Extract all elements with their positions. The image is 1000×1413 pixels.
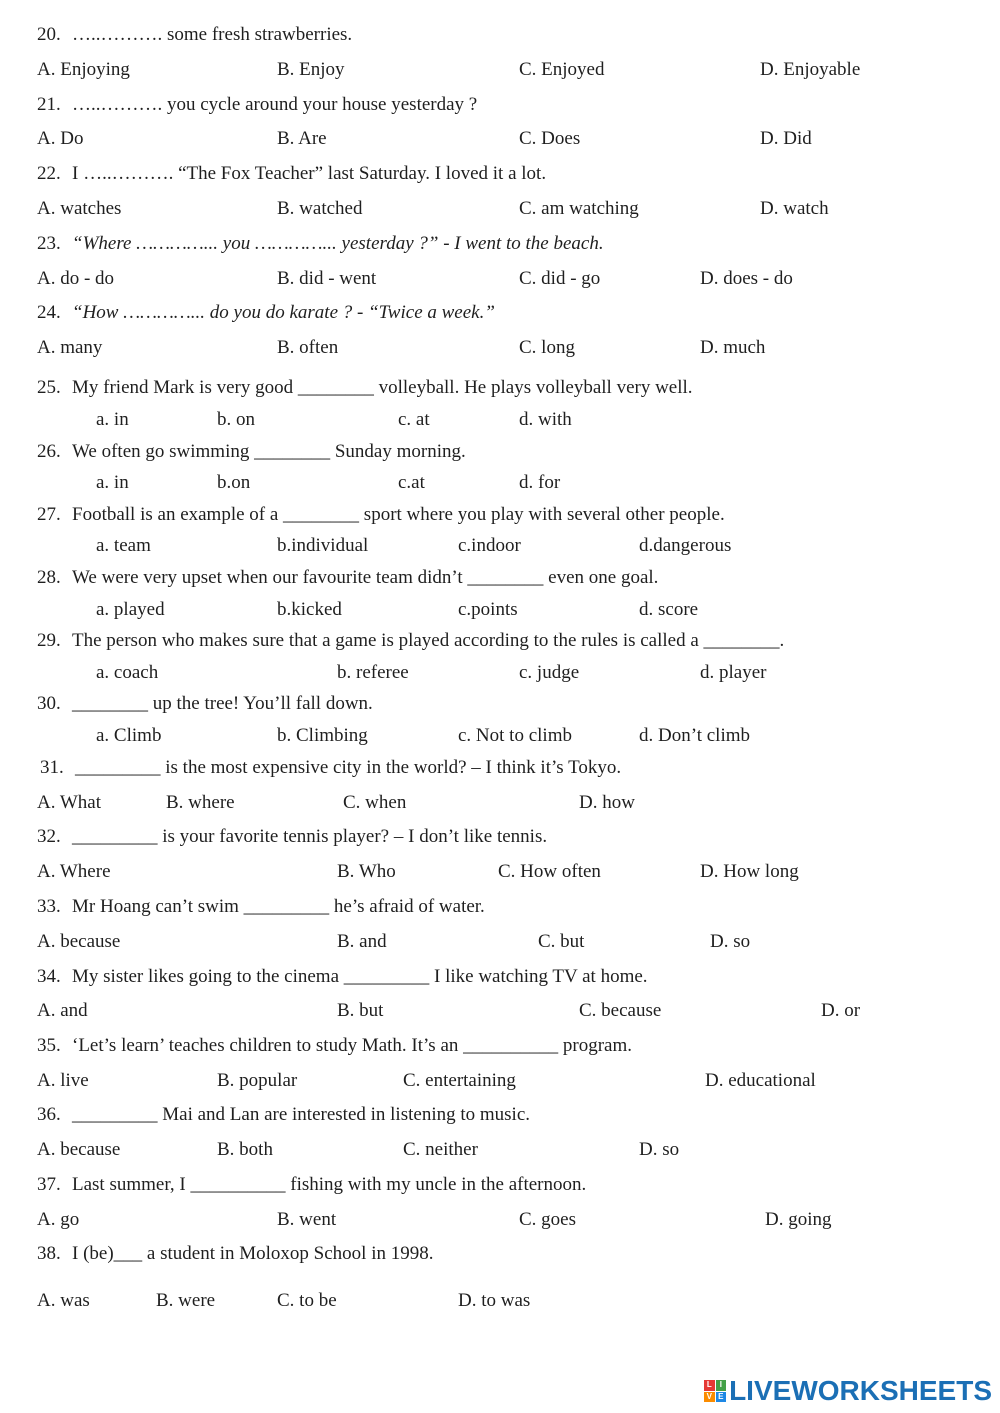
question-number: 38. bbox=[37, 1243, 61, 1264]
question-number: 25. bbox=[37, 377, 61, 398]
question-31 bbox=[0, 755, 1000, 781]
question-number: 22. bbox=[37, 163, 61, 184]
answer-option[interactable]: C. because bbox=[579, 1000, 662, 1021]
answer-option[interactable]: D. so bbox=[639, 1139, 680, 1160]
question-number: 26. bbox=[37, 441, 61, 462]
question-text: The person who makes sure that a game is played according to the rules is called a ________. bbox=[72, 630, 785, 651]
answer-option[interactable]: b. referee bbox=[337, 662, 409, 683]
question-number: 29. bbox=[37, 630, 61, 651]
answer-option[interactable]: C. did - go bbox=[519, 268, 601, 289]
answer-option[interactable]: a. in bbox=[96, 472, 129, 493]
question-text: _________ is your favorite tennis player? – I don’t like tennis. bbox=[72, 826, 548, 847]
answer-option[interactable]: B. Who bbox=[337, 861, 396, 882]
answer-option[interactable]: c.indoor bbox=[458, 535, 521, 556]
answer-option[interactable]: B. where bbox=[166, 792, 235, 813]
answer-option[interactable]: D. or bbox=[821, 1000, 861, 1021]
answer-option[interactable]: d. Don’t climb bbox=[639, 725, 751, 746]
liveworksheets-logo bbox=[704, 1376, 992, 1406]
answer-option[interactable]: B. did - went bbox=[277, 268, 377, 289]
answer-option[interactable]: b. Climbing bbox=[277, 725, 368, 746]
question-20 bbox=[0, 22, 1000, 48]
question-number: 21. bbox=[37, 94, 61, 115]
question-text: _________ is the most expensive city in the world? – I think it’s Tokyo. bbox=[75, 757, 622, 778]
answer-options bbox=[0, 335, 1000, 361]
answer-option[interactable]: d. for bbox=[519, 472, 561, 493]
question-34 bbox=[0, 964, 1000, 990]
answer-option[interactable]: B. were bbox=[156, 1290, 216, 1311]
question-text: Football is an example of a ________ sport where you play with several other people. bbox=[72, 504, 725, 525]
answer-option[interactable]: C. neither bbox=[403, 1139, 478, 1160]
answer-option[interactable]: a. played bbox=[96, 599, 165, 620]
answer-option[interactable]: C. when bbox=[343, 792, 407, 813]
answer-options bbox=[0, 723, 1000, 749]
answer-option[interactable]: C. goes bbox=[519, 1209, 576, 1230]
answer-option[interactable]: d. score bbox=[639, 599, 699, 620]
answer-option[interactable]: A. What bbox=[37, 792, 102, 813]
answer-options bbox=[0, 266, 1000, 292]
question-26 bbox=[0, 439, 1000, 465]
answer-option[interactable]: A. watches bbox=[37, 198, 122, 219]
question-37 bbox=[0, 1172, 1000, 1198]
question-text: “Where …………... you …………... yesterday ?” - I went to the beach. bbox=[72, 233, 604, 254]
answer-option[interactable]: C. to be bbox=[277, 1290, 337, 1311]
answer-option[interactable]: c.at bbox=[398, 472, 425, 493]
question-text: My friend Mark is very good ________ volleyball. He plays volleyball very well. bbox=[72, 377, 693, 398]
answer-option[interactable]: b.individual bbox=[277, 535, 369, 556]
answer-option[interactable]: A. was bbox=[37, 1290, 90, 1311]
question-number: 33. bbox=[37, 896, 61, 917]
answer-option[interactable]: b.kicked bbox=[277, 599, 342, 620]
answer-option[interactable]: a. in bbox=[96, 409, 129, 430]
answer-option[interactable]: A. and bbox=[37, 1000, 88, 1021]
question-text: We were very upset when our favourite team didn’t ________ even one goal. bbox=[72, 567, 659, 588]
answer-options bbox=[0, 533, 1000, 559]
question-23 bbox=[0, 231, 1000, 257]
question-number: 31. bbox=[40, 757, 64, 778]
question-32 bbox=[0, 824, 1000, 850]
answer-option[interactable]: b.on bbox=[217, 472, 251, 493]
answer-options bbox=[0, 998, 1000, 1024]
answer-options bbox=[0, 790, 1000, 816]
answer-option[interactable]: B. Are bbox=[277, 128, 327, 149]
answer-option[interactable]: b. on bbox=[217, 409, 255, 430]
answer-option[interactable]: D. educational bbox=[705, 1070, 816, 1091]
answer-option[interactable]: B. went bbox=[277, 1209, 337, 1230]
question-text: Last summer, I __________ fishing with my uncle in the afternoon. bbox=[72, 1174, 587, 1195]
answer-option[interactable]: B. Enjoy bbox=[277, 59, 345, 80]
answer-option[interactable]: A. Enjoying bbox=[37, 59, 130, 80]
answer-options bbox=[0, 1068, 1000, 1094]
question-number: 32. bbox=[37, 826, 61, 847]
question-33 bbox=[0, 894, 1000, 920]
answer-option[interactable]: d. with bbox=[519, 409, 572, 430]
logo-text: LIVEWORKSHEETS bbox=[729, 1375, 992, 1406]
question-text: …..………. some fresh strawberries. bbox=[72, 24, 353, 45]
answer-options bbox=[0, 597, 1000, 623]
answer-option[interactable]: C. Enjoyed bbox=[519, 59, 605, 80]
question-29 bbox=[0, 628, 1000, 654]
question-text: Mr Hoang can’t swim _________ he’s afraid of water. bbox=[72, 896, 485, 917]
question-text: My sister likes going to the cinema _________ I like watching TV at home. bbox=[72, 966, 648, 987]
answer-option[interactable]: A. Do bbox=[37, 128, 84, 149]
answer-option[interactable]: D. much bbox=[700, 337, 766, 358]
answer-option[interactable]: c.points bbox=[458, 599, 518, 620]
answer-option[interactable]: D. going bbox=[765, 1209, 832, 1230]
answer-option[interactable]: B. both bbox=[217, 1139, 273, 1160]
answer-option[interactable]: c. judge bbox=[519, 662, 580, 683]
question-36 bbox=[0, 1102, 1000, 1128]
question-38 bbox=[0, 1241, 1000, 1267]
question-27 bbox=[0, 502, 1000, 528]
answer-options bbox=[0, 660, 1000, 686]
answer-option[interactable]: D. How long bbox=[700, 861, 799, 882]
answer-option[interactable]: D. how bbox=[579, 792, 635, 813]
answer-option[interactable]: d. player bbox=[700, 662, 767, 683]
question-number: 20. bbox=[37, 24, 61, 45]
answer-options bbox=[0, 1207, 1000, 1233]
liveworksheets-icon: L I V E bbox=[704, 1380, 726, 1402]
answer-option[interactable]: B. but bbox=[337, 1000, 384, 1021]
question-22 bbox=[0, 161, 1000, 187]
answer-options bbox=[0, 929, 1000, 955]
question-text: _________ Mai and Lan are interested in listening to music. bbox=[72, 1104, 531, 1125]
question-number: 27. bbox=[37, 504, 61, 525]
question-text: “How …………... do you do karate ? - “Twice a week.” bbox=[72, 302, 495, 323]
answer-options bbox=[0, 1137, 1000, 1163]
answer-option[interactable]: B. watched bbox=[277, 198, 363, 219]
answer-option[interactable]: A. do - do bbox=[37, 268, 115, 289]
question-number: 30. bbox=[37, 693, 61, 714]
answer-option[interactable]: a. team bbox=[96, 535, 151, 556]
question-text: …..………. you cycle around your house yesterday ? bbox=[72, 94, 478, 115]
answer-option[interactable]: C. but bbox=[538, 931, 585, 952]
question-number: 35. bbox=[37, 1035, 61, 1056]
answer-options bbox=[0, 470, 1000, 496]
answer-option[interactable]: B. and bbox=[337, 931, 387, 952]
answer-options bbox=[0, 1288, 1000, 1314]
answer-options bbox=[0, 859, 1000, 885]
question-number: 34. bbox=[37, 966, 61, 987]
question-number: 37. bbox=[37, 1174, 61, 1195]
answer-option[interactable]: D. Did bbox=[760, 128, 812, 149]
answer-option[interactable]: A. go bbox=[37, 1209, 80, 1230]
question-35 bbox=[0, 1033, 1000, 1059]
question-28 bbox=[0, 565, 1000, 591]
answer-option[interactable]: C. How often bbox=[498, 861, 601, 882]
answer-option[interactable]: D. so bbox=[710, 931, 751, 952]
answer-option[interactable]: B. popular bbox=[217, 1070, 298, 1091]
answer-option[interactable]: D. Enjoyable bbox=[760, 59, 861, 80]
question-text: ‘Let’s learn’ teaches children to study Math. It’s an __________ program. bbox=[72, 1035, 632, 1056]
answer-option[interactable]: C. Does bbox=[519, 128, 581, 149]
answer-option[interactable]: c. at bbox=[398, 409, 430, 430]
answer-option[interactable]: A. because bbox=[37, 931, 121, 952]
answer-option[interactable]: D. does - do bbox=[700, 268, 793, 289]
answer-option[interactable]: C. long bbox=[519, 337, 575, 358]
question-number: 24. bbox=[37, 302, 61, 323]
answer-option[interactable]: c. Not to climb bbox=[458, 725, 572, 746]
answer-option[interactable]: B. often bbox=[277, 337, 339, 358]
question-30 bbox=[0, 691, 1000, 717]
answer-options bbox=[0, 196, 1000, 222]
answer-option[interactable]: A. because bbox=[37, 1139, 121, 1160]
answer-option[interactable]: D. to was bbox=[458, 1290, 531, 1311]
answer-option[interactable]: d.dangerous bbox=[639, 535, 732, 556]
answer-option[interactable]: a. Climb bbox=[96, 725, 162, 746]
answer-option[interactable]: A. Where bbox=[37, 861, 111, 882]
answer-option[interactable]: C. entertaining bbox=[403, 1070, 516, 1091]
question-text: I (be)___ a student in Moloxop School in 1998. bbox=[72, 1243, 434, 1264]
question-text: I …..………. “The Fox Teacher” last Saturday. I loved it a lot. bbox=[72, 163, 547, 184]
answer-options bbox=[0, 407, 1000, 433]
answer-option[interactable]: a. coach bbox=[96, 662, 159, 683]
question-25 bbox=[0, 375, 1000, 401]
answer-options bbox=[0, 126, 1000, 152]
answer-option[interactable]: A. many bbox=[37, 337, 103, 358]
question-text: ________ up the tree! You’ll fall down. bbox=[72, 693, 373, 714]
answer-option[interactable]: D. watch bbox=[760, 198, 829, 219]
answer-options bbox=[0, 57, 1000, 83]
question-21 bbox=[0, 92, 1000, 118]
question-number: 28. bbox=[37, 567, 61, 588]
answer-option[interactable]: C. am watching bbox=[519, 198, 639, 219]
question-number: 23. bbox=[37, 233, 61, 254]
answer-option[interactable]: A. live bbox=[37, 1070, 89, 1091]
question-number: 36. bbox=[37, 1104, 61, 1125]
question-text: We often go swimming ________ Sunday morning. bbox=[72, 441, 466, 462]
question-24 bbox=[0, 300, 1000, 326]
